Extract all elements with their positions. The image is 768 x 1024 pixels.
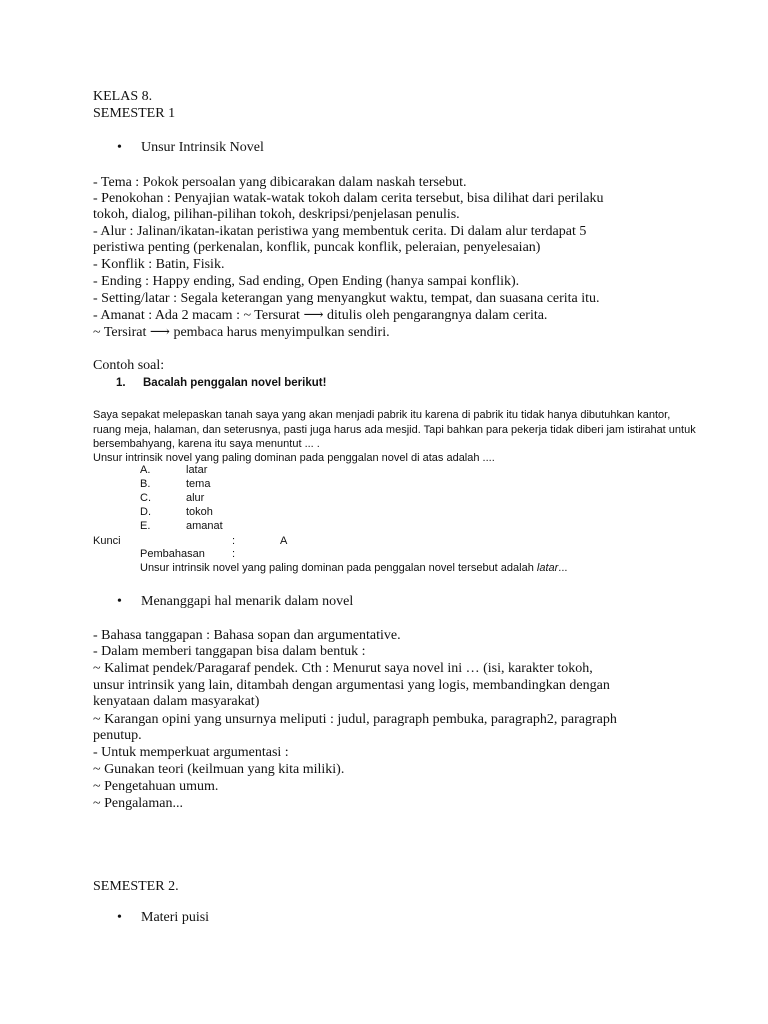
- discussion-text: [140, 561, 567, 575]
- text-line: - Bahasa tanggapan : Bahasa sopan dan argumentative.: [93, 628, 401, 643]
- bullet-title: Menanggapi hal menarik dalam novel: [141, 594, 354, 609]
- option-text: amanat: [186, 520, 223, 532]
- option-text: latar: [186, 464, 208, 476]
- bullet-menanggapi: [117, 593, 353, 610]
- answer-key-label: Kunci: [93, 535, 121, 547]
- text-line: - Untuk memperkuat argumentasi :: [93, 745, 289, 760]
- bullet-icon: •: [117, 910, 122, 925]
- semester-2-heading: SEMESTER 2.: [93, 879, 179, 894]
- example-title: Contoh soal:: [93, 358, 165, 373]
- discussion-sentence: Unsur intrinsik novel yang paling dominan pada penggalan novel tersebut adalah: [140, 562, 534, 574]
- question-instruction: Bacalah penggalan novel berikut!: [143, 377, 327, 389]
- bullet-icon: •: [117, 140, 122, 155]
- option-text: tokoh: [186, 506, 213, 518]
- option-letter: B.: [140, 478, 151, 490]
- bullet-icon: •: [117, 594, 122, 609]
- discussion-colon: :: [232, 548, 236, 560]
- answer-key-colon: :: [232, 535, 236, 547]
- discussion-answer: latar: [536, 562, 559, 574]
- discussion-ellipsis: ...: [558, 562, 568, 574]
- text-line: ~ Karangan opini yang unsurnya meliputi : judul, paragraph pembuka, paragraph2, paragraph: [93, 712, 617, 727]
- text-line: - Ending : Happy ending, Sad ending, Open Ending (hanya sampai konflik).: [93, 274, 520, 289]
- bullet-title: Materi puisi: [141, 910, 210, 925]
- passage-line: ruang meja, halaman, dan seterusnya, pasti juga harus ada mesjid. Tapi bahkan para pekerja tidak diberi jam istirahat untuk: [93, 424, 696, 436]
- option-letter: C.: [140, 492, 151, 504]
- text-line: - Tema : Pokok persoalan yang dibicarakan dalam naskah tersebut.: [93, 175, 467, 190]
- question-text: Unsur intrinsik novel yang paling dominan pada penggalan novel di atas adalah ....: [93, 452, 495, 464]
- text-line: ~ Kalimat pendek/Paragaraf pendek. Cth : Menurut saya novel ini … (isi, karakter tokoh,: [93, 661, 593, 676]
- option-letter: E.: [140, 520, 151, 532]
- option-text: alur: [186, 492, 205, 504]
- text-line: - Konflik : Batin, Fisik.: [93, 257, 225, 272]
- text-line: ~ Gunakan teori (keilmuan yang kita miliki).: [93, 762, 345, 777]
- text-line: penutup.: [93, 728, 142, 743]
- option-letter: A.: [140, 464, 151, 476]
- class-heading: KELAS 8.: [93, 89, 153, 104]
- text-line: - Dalam memberi tanggapan bisa dalam bentuk :: [93, 644, 366, 659]
- text-line: ~ Tersirat ⟶ pembaca harus menyimpulkan sendiri.: [93, 325, 390, 340]
- text-line: kenyataan dalam masyarakat): [93, 694, 260, 709]
- option-letter: D.: [140, 506, 151, 518]
- text-line: peristiwa penting (perkenalan, konflik, puncak konflik, peleraian, penyelesaian): [93, 240, 541, 255]
- text-line: - Amanat : Ada 2 macam : ~ Tersurat ⟶ ditulis oleh pengarangnya dalam cerita.: [93, 308, 548, 323]
- text-line: - Alur : Jalinan/ikatan-ikatan peristiwa yang membentuk cerita. Di dalam alur terdapat 5: [93, 224, 587, 239]
- passage-line: Saya sepakat melepaskan tanah saya yang akan menjadi pabrik itu karena di pabrik itu tidak hanya dibutuhkan kantor,: [93, 409, 671, 421]
- text-line: - Setting/latar : Segala keterangan yang menyangkut waktu, tempat, dan suasana cerita itu.: [93, 291, 600, 306]
- option-text: tema: [186, 478, 211, 490]
- text-line: tokoh, dialog, pilihan-pilihan tokoh, deskripsi/penjelasan penulis.: [93, 207, 460, 222]
- text-line: - Penokohan : Penyajian watak-watak tokoh dalam cerita tersebut, bisa dilihat dari perilaku: [93, 191, 604, 206]
- discussion-label: Pembahasan: [140, 548, 205, 560]
- question-number: 1.: [116, 377, 126, 389]
- text-line: ~ Pengalaman...: [93, 796, 183, 811]
- text-line: unsur intrinsik yang lain, ditambah dengan argumentasi yang logis, membandingkan dengan: [93, 678, 610, 693]
- bullet-materi-puisi: [117, 909, 209, 926]
- answer-key-value: A: [280, 535, 288, 547]
- semester-1-heading: SEMESTER 1: [93, 106, 176, 121]
- passage-line: bersembahyang, karena itu saya menuntut ... .: [93, 438, 320, 450]
- bullet-unsur-intrinsik: [117, 139, 264, 156]
- text-line: ~ Pengetahuan umum.: [93, 779, 219, 794]
- bullet-title: Unsur Intrinsik Novel: [141, 140, 264, 155]
